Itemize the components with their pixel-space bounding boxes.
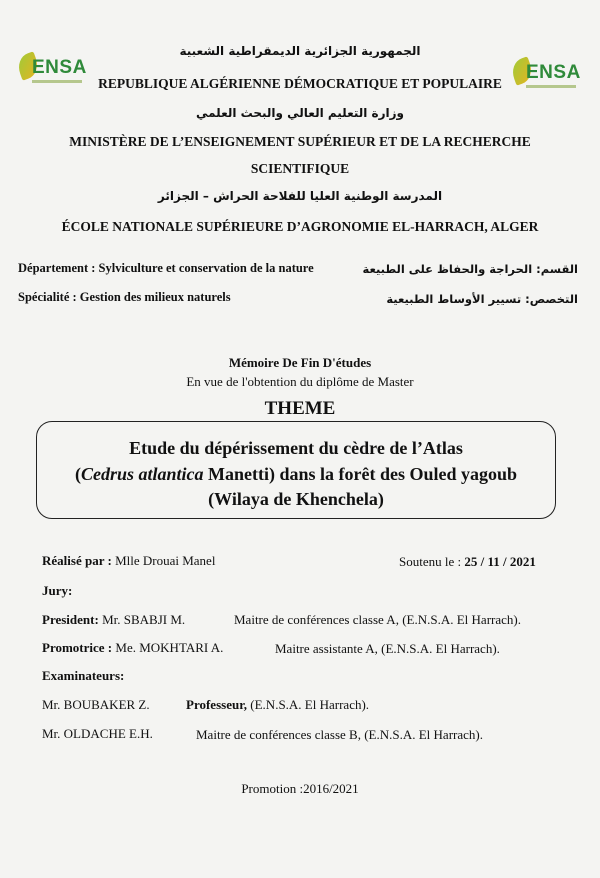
theme-line-2: (Cedrus atlantica Manetti) dans la forêt des Ouled yagoub [74,464,518,484]
examinateur-2-title: Maitre de conférences classe B, (E.N.S.A. El Harrach). [196,727,483,742]
ensa-logo-right: ENSA [512,55,578,95]
examinateur-1-name: Mr. BOUBAKER Z. [42,697,150,712]
examinateur-1-title: Professeur, (E.N.S.A. El Harrach). [186,697,370,712]
president-title: Maitre de conférences classe A, (E.N.S.A. El Harrach). [234,612,521,627]
speciality-ar: التخصص: تسيير الأوساط الطبيعية [386,292,578,306]
department-fr: Département : Sylviculture et conservation de la nature [18,261,314,275]
memoire-subtitle: En vue de l'obtention du diplôme de Master [186,374,414,389]
arabic-school: المدرسة الوطنية العليا للفلاحة الحراش – الجزائر [157,189,443,203]
ministry-title-line1: MINISTÈRE DE L’ENSEIGNEMENT SUPÉRIEUR ET DE LA RECHERCHE [69,134,531,149]
ministry-title-line2: SCIENTIFIQUE [250,161,350,176]
promotrice-title: Maitre assistante A, (E.N.S.A. El Harrach). [275,641,500,656]
examinateurs-label: Examinateurs: [42,668,125,683]
theme-line-3: (Wilaya de Khenchela) [208,489,384,509]
soutenu-le: Soutenu le : 25 / 11 / 2021 [399,554,536,569]
speciality-fr: Spécialité : Gestion des milieux naturels [18,290,231,304]
school-title: ÉCOLE NATIONALE SUPÉRIEURE D’AGRONOMIE EL-HARRACH, ALGER [61,219,539,234]
promotion: Promotion :2016/2021 [241,781,359,796]
realise-par: Réalisé par : Mlle Drouai Manel [42,553,216,568]
ensa-logo-left: ENSA [18,50,84,90]
theme-label: THEME [264,398,336,419]
species-name: Cedrus atlantica [80,464,204,484]
jury-label: Jury: [42,583,73,598]
theme-line-1: Etude du dépérissement du cèdre de l’Atlas [129,438,463,458]
examinateur-2-name: Mr. OLDACHE E.H. [42,726,153,741]
president-row: President: Mr. SBABJI M. [42,612,186,627]
promotrice-row: Promotrice : Me. MOKHTARI A. [42,640,224,655]
memoire-title: Mémoire De Fin D'études [228,355,372,370]
republic-title: REPUBLIQUE ALGÉRIENNE DÉMOCRATIQUE ET POPULAIRE [98,76,502,91]
arabic-republic: الجمهورية الجزائرية الديمقراطية الشعبية [179,44,421,58]
arabic-ministry: وزارة التعليم العالي والبحث العلمي [195,106,405,120]
department-ar: القسم: الحراجة والحفاظ على الطبيعة [362,262,578,276]
